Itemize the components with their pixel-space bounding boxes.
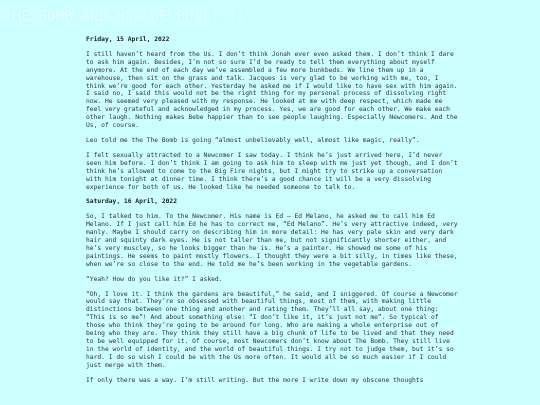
entry-date: Saturday, 16 April, 2022 — [86, 198, 177, 206]
entry-paragraph: I felt sexually attracted to a Newcomer I saw today. I think he’s just arrived here, I’d never seen him before. I don’t think I am going to ask him to sleep with me just yet though, and I don’t think he’s allowed to come to the Big Fire nights, but I might try to strike up a conversation with him tonight at dinner time. I think there’s a good chance it will be a very dissolving experience for both of us. He looked like he needed someone to talk to. — [86, 151, 458, 191]
site-title: THE BOMB AND HOW WE BUILT IT — [4, 9, 246, 25]
entry-paragraph: “Oh, I love it. I think the gardens are beautiful,” he said, and I sniggered. Of course a Newcomer would say that. They’re so obsessed with beautiful things, most of them, with making little distinctions between one thing and another and rating them. They’ll all say, about one thing: “This is so me”! And about something else: “I don’t like it, it’s just not me”. So typical of those who think they’re going to be around for long. Who are making a whole enterprise out of being who they are. They think they still have a big chunk of life to be lived and that they need to be well equipped for it. Of course, most Newcomers don’t know about The Bomb. They still live in the world of identity, and the world of beautiful things. I try not to judge them, but it’s so hard. I do so wish I could be with the Us more often. It would all be so much easier if I could just merge with them. — [86, 290, 458, 369]
entry-paragraph: “Yeah? How do you like it?” I asked. — [86, 275, 223, 283]
entry-paragraph: Leo told me the The Bomb is going “almost unbelievably well, almost like magic, really”. — [86, 136, 420, 144]
diary-entry — [86, 36, 458, 191]
entry-paragraph: If only there was a way. I’m still writing. But the more I write down my obscene thoughts — [86, 376, 424, 384]
entry-paragraph: I still haven’t heard from the Us. I don’t think Jonah ever even asked them. I don’t think I dare to ask him again. Besides, I’m not so sure I’d be ready to tell them everything about myself anymore. At the end of each day we’ve assembled a few more bunkbeds. We line them up in a warehouse, then sit on the grass and talk. Jacques is very glad to be working with me, too, I think we’re good for each other. Yesterday he asked me if I would like to have sex with him again. I said no, I said this would not be the right thing for my personal process of dissolving right now. He seemed very pleased with my response. He looked at me with deep respect, which made me feel very grateful and acknowledged in my process. Yes, we are good for each other. We make each other laugh. Nothing makes Bebe happier than to see people laughing. Especially Newcomers. And the Us, of course. — [86, 50, 458, 130]
entry-paragraph: So, I talked to him. To the Newcomer. His name is Ed – Ed Melano, he asked me to call him Ed Melano. If I just call him Ed he has to correct me, “Ed Melano”. He’s very attractive indeed, very manly. Maybe I should carry on describing him in more detail: He has very pale skin and very dark hair and squinty dark eyes. He is not taller than me, but not significantly shorter either, and he’s very muscley, so he looks bigger than he is. He’s a painter. He showed me some of his paintings. He seems to paint mostly flowers. I thought they were a bit silly, in times like these, when we’re so close to the end. He told me he’s been working in the vegetable gardens. — [86, 213, 458, 268]
diary-entry — [86, 198, 458, 384]
diary-content — [86, 36, 458, 392]
entry-date: Friday, 15 April, 2022 — [86, 36, 170, 43]
